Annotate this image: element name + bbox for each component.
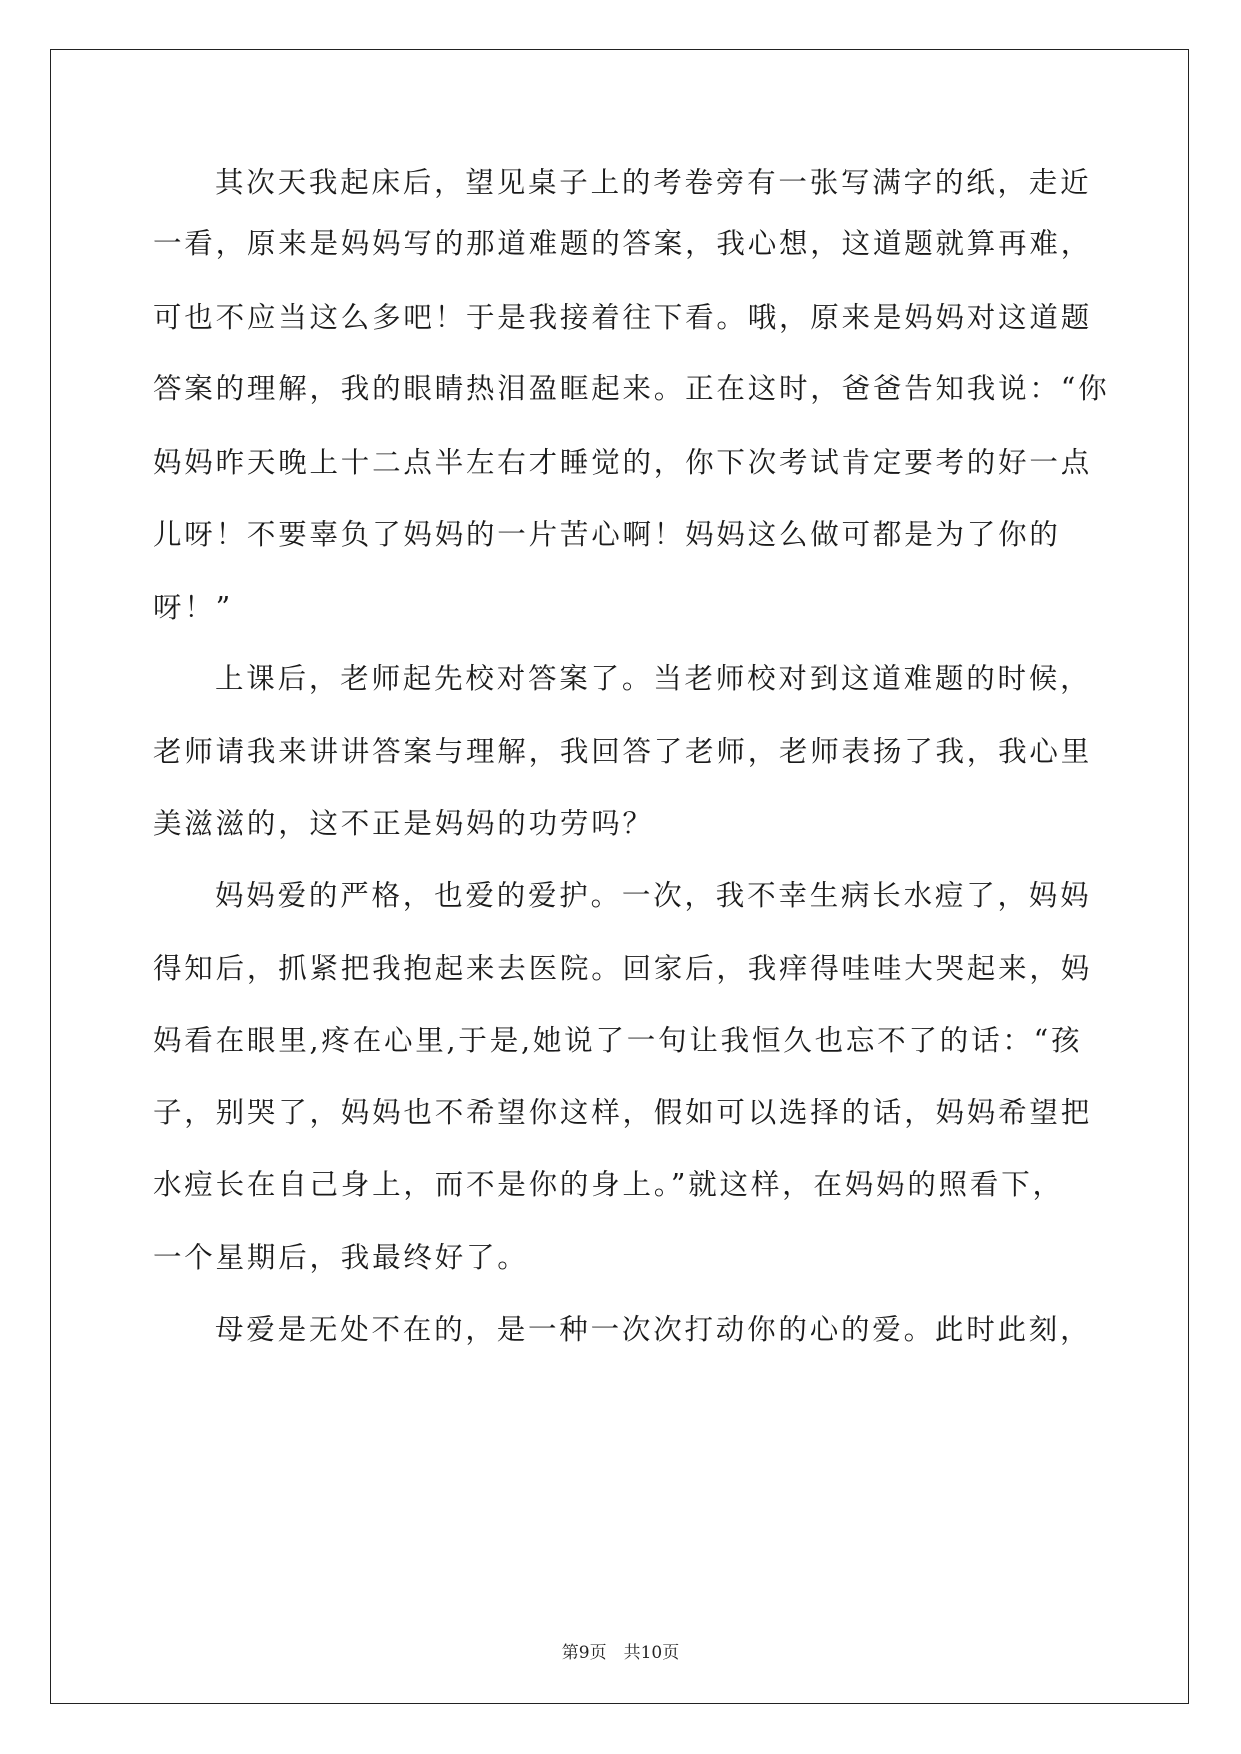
text-line: 得知后，抓紧把我抱起来去医院。回家后，我痒得哇哇大哭起来，妈 — [153, 952, 1093, 985]
text-line: 老师请我来讲讲答案与理解，我回答了老师，老师表扬了我，我心里 — [153, 735, 1093, 768]
text-line: 答案的理解，我的眼睛热泪盈眶起来。正在这时，爸爸告知我说：“你 — [153, 372, 1110, 405]
text-line: 妈妈昨天晚上十二点半左右才睡觉的，你下次考试肯定要考的好一点 — [153, 446, 1093, 479]
text-line: 水痘长在自己身上，而不是你的身上。”就这样，在妈妈的照看下， — [153, 1168, 1064, 1201]
text-line: 可也不应当这么多吧！于是我接着往下看。哦，原来是妈妈对这道题 — [153, 301, 1093, 334]
page-number-footer: 第9页 共10页 — [561, 1643, 680, 1663]
text-line: 其次天我起床后，望见桌子上的考卷旁有一张写满字的纸，走近 — [215, 166, 1092, 199]
text-line: 子，别哭了，妈妈也不希望你这样，假如可以选择的话，妈妈希望把 — [153, 1096, 1093, 1129]
text-line: 上课后，老师起先校对答案了。当老师校对到这道难题的时候， — [215, 662, 1092, 695]
text-line: 母爱是无处不在的，是一种一次次打动你的心的爱。此时此刻， — [215, 1313, 1092, 1346]
text-line: 呀！” — [153, 591, 233, 624]
text-line: 儿呀！不要辜负了妈妈的一片苦心啊！妈妈这么做可都是为了你的 — [153, 518, 1061, 551]
text-line: 美滋滋的，这不正是妈妈的功劳吗？ — [153, 807, 654, 840]
text-line: 一个星期后，我最终好了。 — [153, 1241, 529, 1274]
text-line: 妈看在眼里,疼在心里,于是,她说了一句让我恒久也忘不了的话：“孩 — [153, 1024, 1083, 1057]
text-line: 一看，原来是妈妈写的那道难题的答案，我心想，这道题就算再难， — [153, 227, 1093, 260]
text-line: 妈妈爱的严格，也爱的爱护。一次，我不幸生病长水痘了，妈妈 — [215, 879, 1092, 912]
